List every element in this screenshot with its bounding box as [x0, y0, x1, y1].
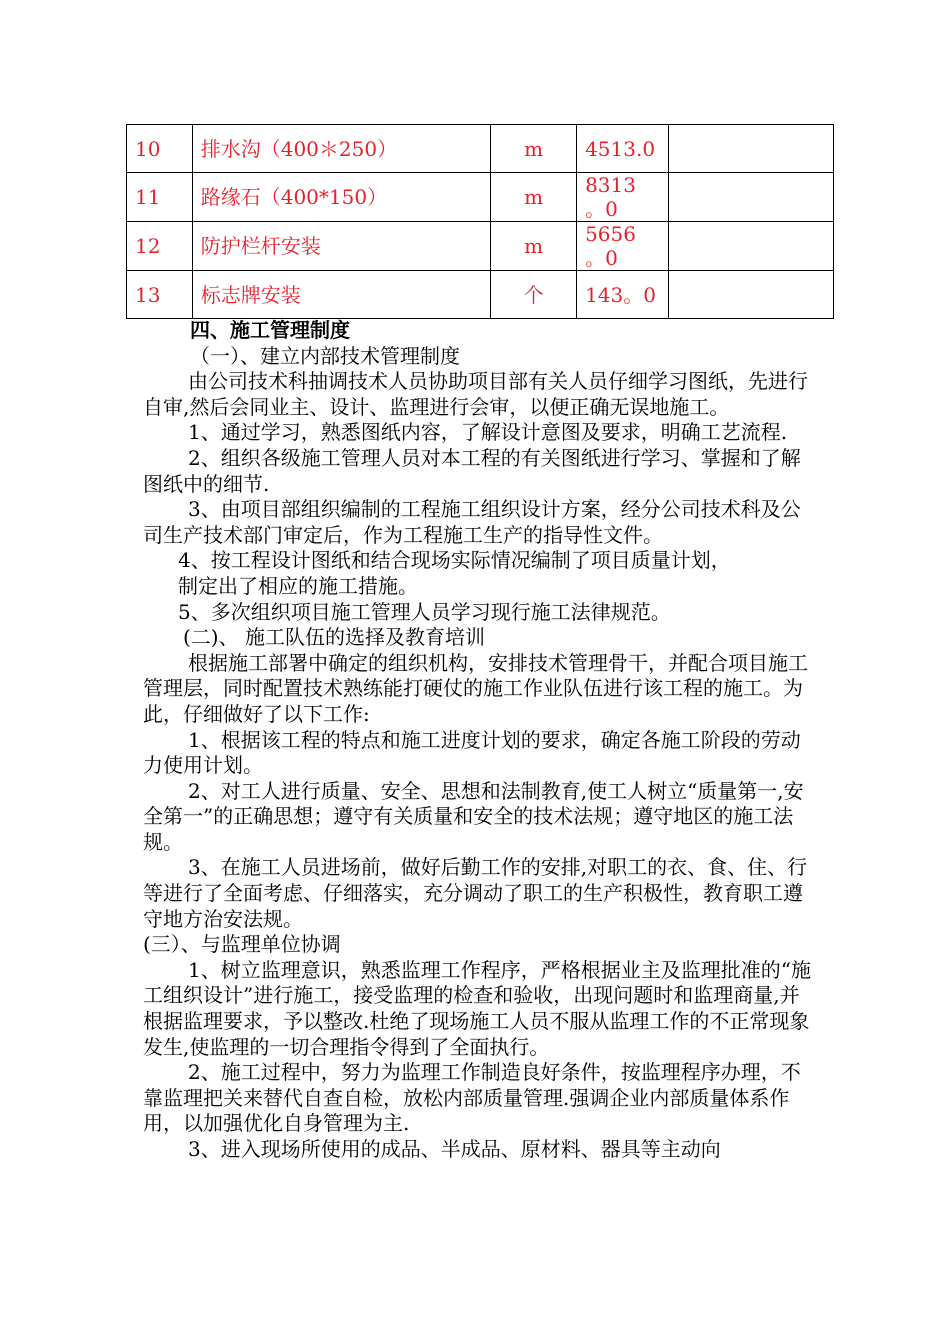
item-unit: 个: [491, 271, 577, 319]
paragraph-s1-item-3: 3、由项目部组织编制的工程施工组织设计方案，经分公司技术科及公司生产技术部门审定后，作为工程施工生产的指导性文件。: [143, 497, 801, 547]
subsection-title-1: （一）、建立内部技术管理制度: [190, 343, 460, 368]
item-name: 排水沟（400＊250）: [192, 125, 490, 173]
section-heading: 四、施工管理制度: [190, 318, 350, 342]
item-note: [669, 271, 834, 319]
item-unit: m: [491, 222, 577, 271]
table-row: [127, 125, 834, 173]
paragraph-s2-item-2: 2、对工人进行质量、安全、思想和法制教育,使工人树立“质量第一,安全第一”的正确思想；遵守有关质量和安全的技术法规；遵守地区的施工法规。: [143, 778, 804, 854]
row-number: 13: [127, 271, 193, 319]
paragraph-s1-item-2: 2、组织各级施工管理人员对本工程的有关图纸进行学习、掌握和了解图纸中的细节.: [143, 445, 801, 496]
item-note: [669, 173, 834, 222]
quantity-table: [126, 124, 834, 319]
item-note: [669, 125, 834, 173]
item-unit: m: [491, 125, 577, 173]
row-number: 11: [127, 173, 193, 222]
paragraph-s1-item-1: 1、通过学习，熟悉图纸内容，了解设计意图及要求，明确工艺流程.: [188, 420, 788, 445]
table-row: [127, 173, 834, 222]
paragraph-s2-item-1: 1、根据该工程的特点和施工进度计划的要求，确定各施工阶段的劳动力使用计划。: [143, 727, 801, 778]
paragraph-s3-item-1: 1、树立监理意识，熟悉监理工作程序，严格根据业主及监理批准的“施工组织设计”进行施工，接受监理的检查和验收，出现问题时和监理商量,并根据监理要求，予以整改.杜绝了现场施工人员不服从监理工作的不正常现象发生,使监理的一切合理指令得到了全面执行。: [143, 957, 811, 1059]
paragraph-s1-item-5: 5、多次组织项目施工管理人员学习现行施工法律规范。: [178, 599, 671, 624]
item-quantity: 5656 。0: [577, 222, 669, 271]
paragraph-s1-item-4a: 4、按工程设计图纸和结合现场实际情况编制了项目质量计划，: [178, 548, 731, 573]
paragraph-s2-intro: 根据施工部署中确定的组织机构，安排技术管理骨干，并配合项目施工管理层，同时配置技术熟练能打硬仗的施工作业队伍进行该工程的施工。为此，仔细做好了以下工作:: [143, 650, 808, 726]
paragraph-s1-item-4b: 制定出了相应的施工措施。: [178, 573, 418, 598]
paragraph-s2-item-3: 3、在施工人员进场前，做好后勤工作的安排,对职工的衣、食、住、行等进行了全面考虑、仔细落实，充分调动了职工的生产积极性，教育职工遵守地方治安法规。: [143, 855, 808, 931]
subsection-title-3: (三）、与监理单位协调: [143, 932, 341, 957]
paragraph-s3-item-2: 2、施工过程中，努力为监理工作制造良好条件，按监理程序办理，不靠监理把关来替代自查自检，放松内部质量管理.强调企业内部质量体系作用，以加强优化自身管理为主.: [143, 1060, 801, 1136]
document-body: [143, 318, 815, 1163]
table-row: [127, 271, 834, 319]
item-quantity: 4513.0: [577, 125, 669, 173]
item-unit: m: [491, 173, 577, 222]
table-row: [127, 222, 834, 271]
item-quantity: 143。0: [577, 271, 669, 319]
quantity-table-body: [127, 125, 834, 319]
item-note: [669, 222, 834, 271]
row-number: 12: [127, 222, 193, 271]
item-name: 防护栏杆安装: [192, 222, 490, 271]
item-name: 标志牌安装: [192, 271, 490, 319]
item-name: 路缘石（400*150）: [192, 173, 490, 222]
row-number: 10: [127, 125, 193, 173]
subsection-title-2: (二)、 施工队伍的选择及教育培训: [183, 625, 485, 650]
paragraph-s3-item-3: 3、进入现场所使用的成品、半成品、原材料、器具等主动向: [188, 1137, 721, 1161]
paragraph-s1-intro: 由公司技术科抽调技术人员协助项目部有关人员仔细学习图纸，先进行自审,然后会同业主、设计、监理进行会审，以便正确无误地施工。: [143, 369, 808, 419]
item-quantity: 8313 。0: [577, 173, 669, 222]
